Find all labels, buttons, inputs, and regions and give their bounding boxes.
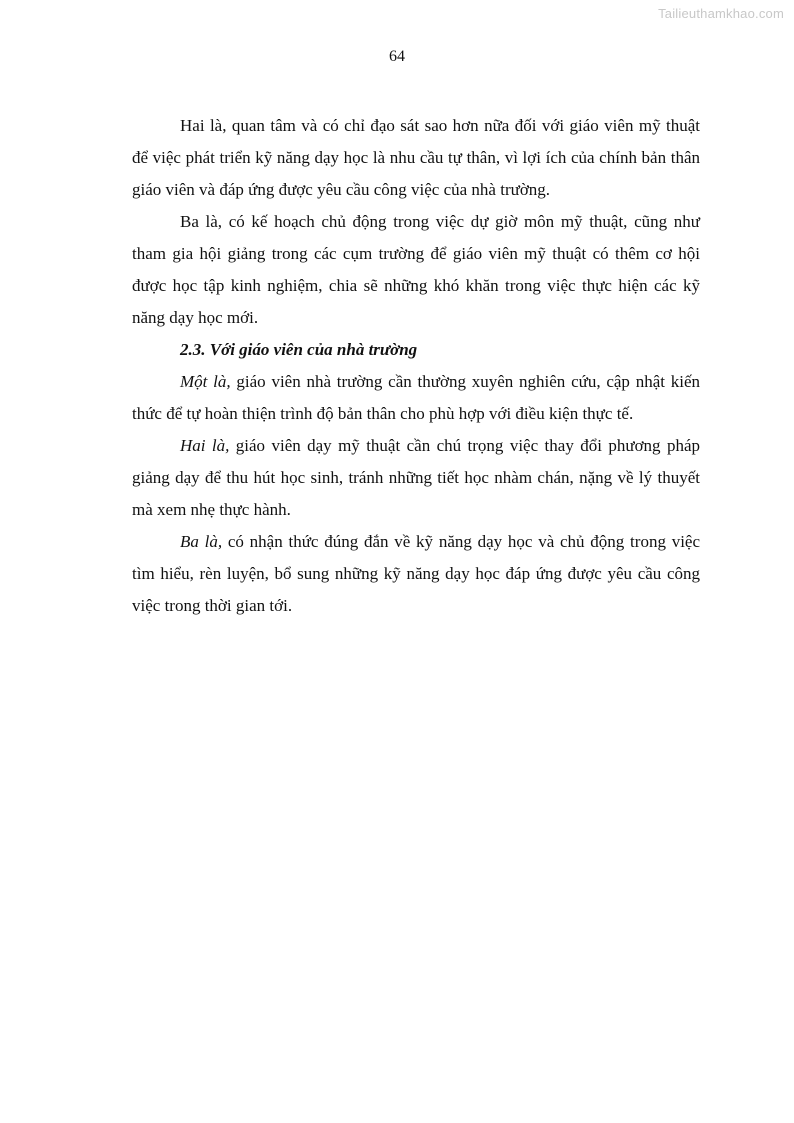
paragraph-2: Ba là, có kế hoạch chủ động trong việc dự giờ môn mỹ thuật, cũng như tham gia hội giảng trong các cụm trường để giáo viên mỹ thuật có thêm cơ hội được học tập kinh nghiệm, chia sẽ những khó khăn trong việc thực hiện các kỹ năng dạy học mới. [132, 212, 700, 327]
watermark: Tailieuthamkhao.com [658, 6, 784, 21]
paragraph-3-body: giáo viên nhà trường cần thường xuyên nghiên cứu, cập nhật kiến thức để tự hoàn thiện trình độ bản thân cho phù hợp với điều kiện thực tế. [132, 372, 701, 423]
paragraph-4-body: giáo viên dạy mỹ thuật cần chú trọng việc thay đổi phương pháp giảng dạy để thu hút học sinh, tránh những tiết học nhàm chán, nặng về lý thuyết mà xem nhẹ thực hành. [132, 436, 701, 519]
paragraph-5 [132, 526, 700, 622]
paragraph-4 [132, 430, 700, 526]
paragraph-4-lead: Hai là, [180, 436, 230, 455]
paragraph-1: Hai là, quan tâm và có chỉ đạo sát sao hơn nữa đối với giáo viên mỹ thuật để việc phát triển kỹ năng dạy học là nhu cầu tự thân, vì lợi ích của chính bản thân giáo viên và đáp ứng được yêu cầu công việc của nhà trường. [132, 116, 700, 199]
section-heading: 2.3. Với giáo viên của nhà trường [180, 340, 418, 359]
paragraph-3-lead: Một là, [180, 372, 231, 391]
paragraph-3 [132, 366, 700, 430]
document-body [132, 110, 700, 622]
paragraph-5-lead: Ba là, [180, 532, 223, 551]
page-number: 64 [389, 48, 405, 65]
paragraph-5-body: có nhận thức đúng đắn về kỹ năng dạy học và chủ động trong việc tìm hiểu, rèn luyện, bổ sung những kỹ năng dạy học đáp ứng được yêu cầu công việc trong thời gian tới. [132, 532, 701, 615]
